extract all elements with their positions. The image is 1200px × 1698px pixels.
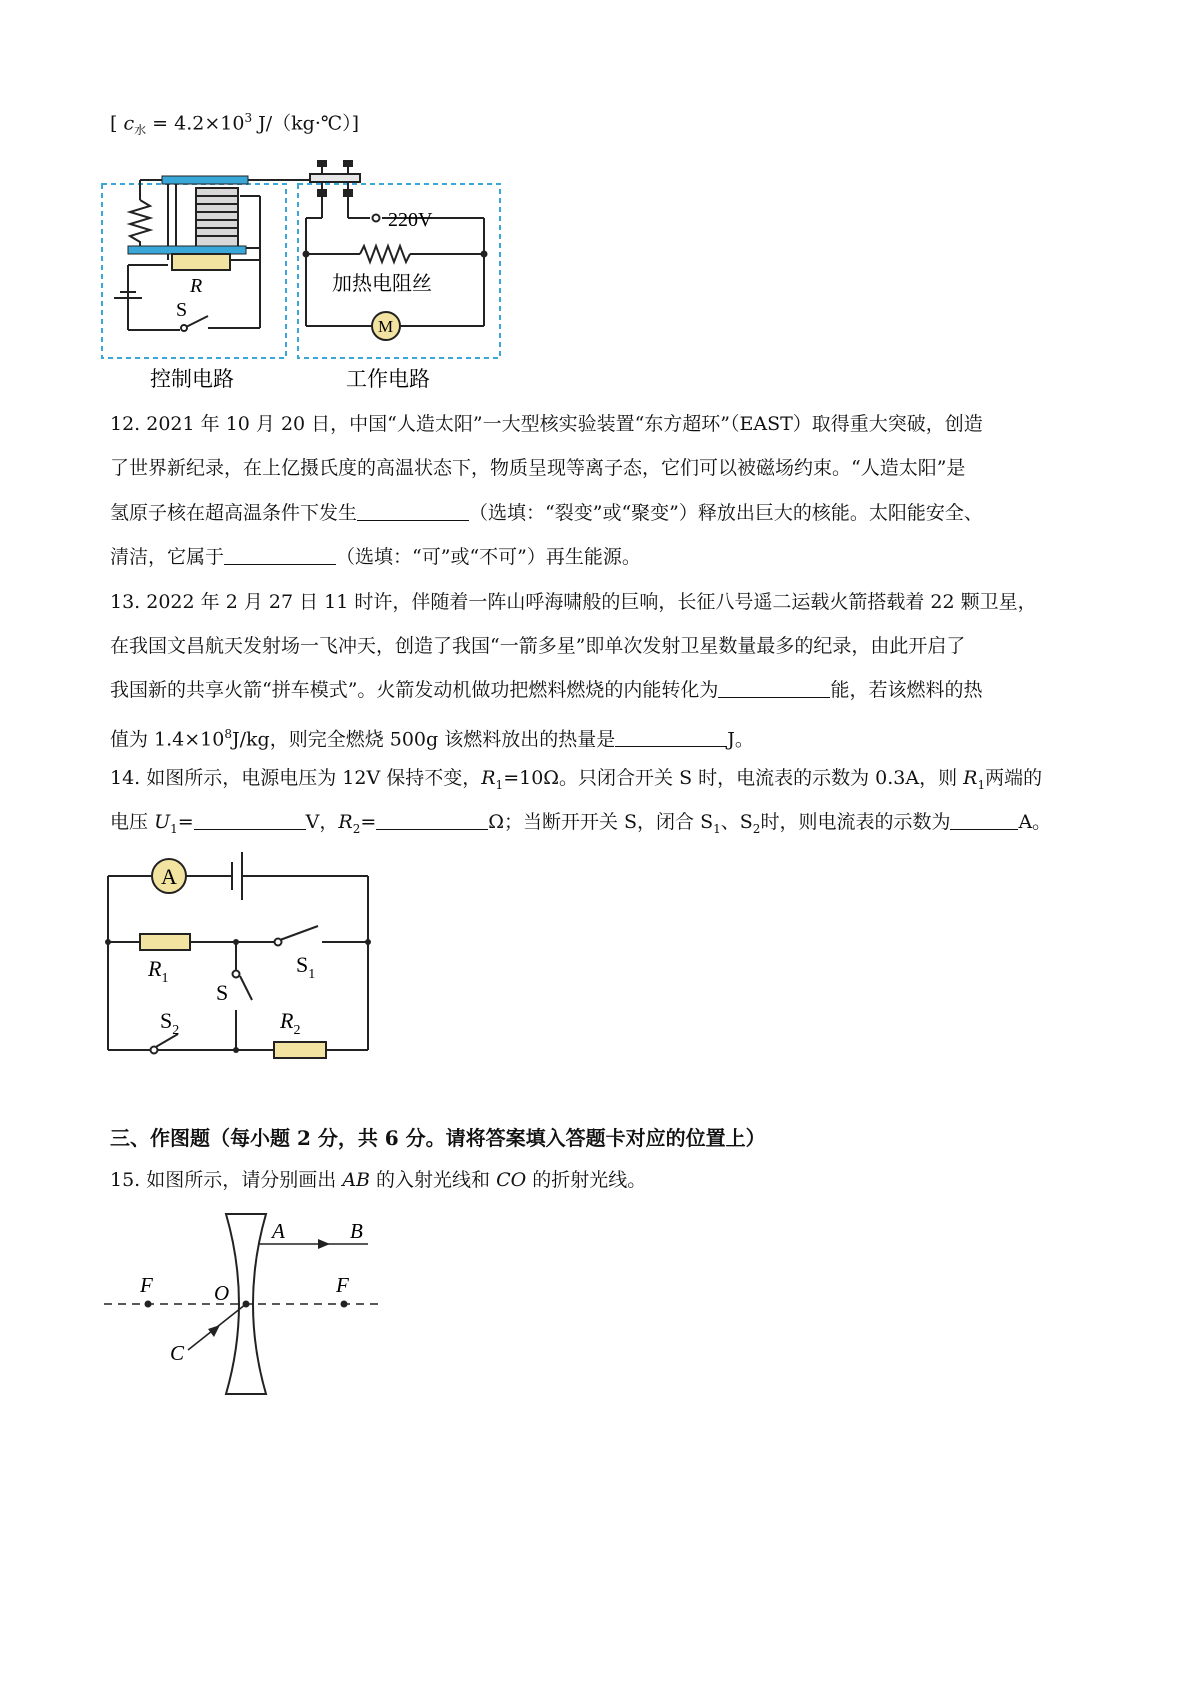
q12-text: 氢原子核在超高温条件下发生 [110, 502, 358, 524]
r1-label: $R_1$ [148, 956, 169, 986]
control-resistor [172, 254, 230, 270]
switch-s [233, 971, 240, 978]
q14-text: 时，则电流表的示数为 [760, 811, 951, 833]
q15-symbol: AB [342, 1169, 370, 1191]
q14-text: Ω；当断开开关 S，闭合 S [488, 811, 714, 833]
focal-point-right [341, 1301, 348, 1308]
q13-text: 值为 1.4×10 [110, 728, 225, 751]
specific-heat-line [110, 104, 1100, 144]
label-b: B [350, 1219, 363, 1243]
q12-text: （选填：“裂变”或“聚变”）释放出巨大的核能。太阳能安全、 [469, 502, 983, 524]
formula-value: = 4.2×10 [146, 112, 245, 135]
q15-symbol: CO [496, 1169, 527, 1191]
q12-line-2: 了世界新纪录，在上亿摄氏度的高温状态下，物质呈现等离子态，它们可以被磁场约束。“人造太阳”是 [110, 457, 966, 479]
q13-line-3 [110, 676, 1100, 704]
r2-label: $R_2$ [280, 1008, 301, 1038]
resistor-r1 [140, 934, 190, 950]
control-caption: 控制电路 [150, 367, 234, 391]
q14-text: 两端的 [985, 767, 1043, 789]
q13-answer-blank-1[interactable] [718, 679, 830, 698]
q14-answer-blank-1[interactable] [194, 811, 306, 830]
q13-text: J/kg，则完全燃烧 500g 该燃料放出的热量是 [232, 728, 616, 751]
q14-text: =10Ω。只闭合开关 S 时，电流表的示数为 0.3A，则 [503, 767, 958, 789]
resistor-r2 [274, 1042, 326, 1058]
s-label: S [216, 980, 229, 1005]
q12-text: （选填：“可”或“不可”）再生能源。 [336, 546, 641, 568]
q12-answer-blank-2[interactable] [224, 546, 336, 565]
label-c: C [170, 1341, 185, 1365]
switch-label: S [176, 299, 188, 321]
q15-text: 15. 如图所示，请分别画出 [110, 1169, 337, 1191]
concave-lens-figure [100, 1210, 390, 1400]
optical-center [243, 1301, 250, 1308]
q14-subscript: 2 [352, 821, 361, 836]
q15-line [110, 1166, 1100, 1194]
q13-answer-blank-2[interactable] [615, 728, 727, 747]
q13-text: 能，若该燃料的热 [830, 679, 983, 701]
q14-line-2 [110, 808, 1100, 843]
q14-symbol: U [154, 811, 171, 833]
label-f-right: F [336, 1273, 349, 1297]
focal-point-left [145, 1301, 152, 1308]
c-symbol: c [123, 112, 135, 135]
q14-subscript: 1 [713, 821, 721, 836]
ammeter-label: A [161, 864, 177, 889]
heater-label: 加热电阻丝 [332, 271, 432, 295]
q15-text: 的折射光线。 [532, 1169, 647, 1191]
q13-exponent: 8 [224, 727, 232, 741]
q14-subscript: 1 [977, 777, 986, 792]
bracket: [ [110, 112, 118, 135]
q14-text: 电压 [110, 811, 149, 833]
q14-subscript: 1 [495, 777, 504, 792]
q13-text: 我国新的共享火箭“拼车模式”。火箭发动机做功把燃料燃烧的内能转化为 [110, 679, 719, 701]
q13-line-4 [110, 720, 1100, 753]
s2-label: $S_2$ [160, 1008, 180, 1038]
q13-line-1: 13. 2022 年 2 月 27 日 11 时许，伴随着一阵山呼海啸般的巨响，长征八号遥二运载火箭搭载着 22 颗卫星， [110, 591, 1037, 613]
arrow-co [208, 1325, 220, 1337]
relay-coil [128, 176, 248, 254]
label-f-left: F [140, 1273, 153, 1297]
s1-label: $S_1$ [296, 952, 316, 982]
label-o: O [214, 1281, 230, 1305]
relay-circuit-figure [100, 160, 560, 400]
q14-symbol: R [338, 811, 353, 833]
motor-label: M [378, 317, 394, 336]
arrow-ab [318, 1239, 330, 1249]
label-a: A [272, 1219, 285, 1243]
q14-subscript: 1 [170, 821, 178, 836]
q12-line-1: 12. 2021 年 10 月 20 日，中国“人造太阳”一大型核实验装置“东方超环”（EAST）取得重大突破，创造 [110, 413, 983, 435]
q14-symbol: R [963, 767, 978, 789]
q13-line-2: 在我国文昌航天发射场一飞冲天，创造了我国“一箭多星”即单次发射卫星数量最多的纪录，由此开启了 [110, 635, 966, 657]
q14-circuit-figure [100, 850, 390, 1070]
q12-text: 清洁，它属于 [110, 546, 225, 568]
q14-text: 14. 如图所示，电源电压为 12V 保持不变， [110, 767, 482, 789]
formula-unit: J/（kg·℃）] [252, 112, 360, 135]
q14-answer-blank-2[interactable] [376, 811, 488, 830]
q12-line-3 [110, 499, 1100, 527]
c-subscript: 水 [134, 123, 147, 138]
q12-answer-blank-1[interactable] [357, 502, 469, 521]
formula-exponent: 3 [244, 111, 253, 125]
q14-symbol: R [481, 767, 496, 789]
q14-line-1 [110, 764, 1100, 799]
q14-subscript: 2 [752, 821, 761, 836]
q15-text: 的入射光线和 [376, 1169, 491, 1191]
q13-text: J。 [727, 728, 754, 751]
work-caption: 工作电路 [346, 367, 430, 391]
q14-answer-blank-3[interactable] [950, 811, 1018, 830]
q14-text: V， [305, 811, 339, 833]
q14-text: = [177, 811, 194, 833]
q14-text: 、S [720, 811, 753, 833]
section-3-heading: 三、作图题（每小题 2 分，共 6 分。请将答案填入答题卡对应的位置上） [110, 1126, 766, 1150]
resistor-label: R [190, 275, 203, 297]
q12-line-4 [110, 543, 1100, 571]
switch-s2 [151, 1047, 158, 1054]
q14-text: A。 [1018, 811, 1052, 833]
voltage-label: 220V [388, 209, 433, 231]
switch-s1 [275, 939, 282, 946]
q14-text: = [360, 811, 377, 833]
